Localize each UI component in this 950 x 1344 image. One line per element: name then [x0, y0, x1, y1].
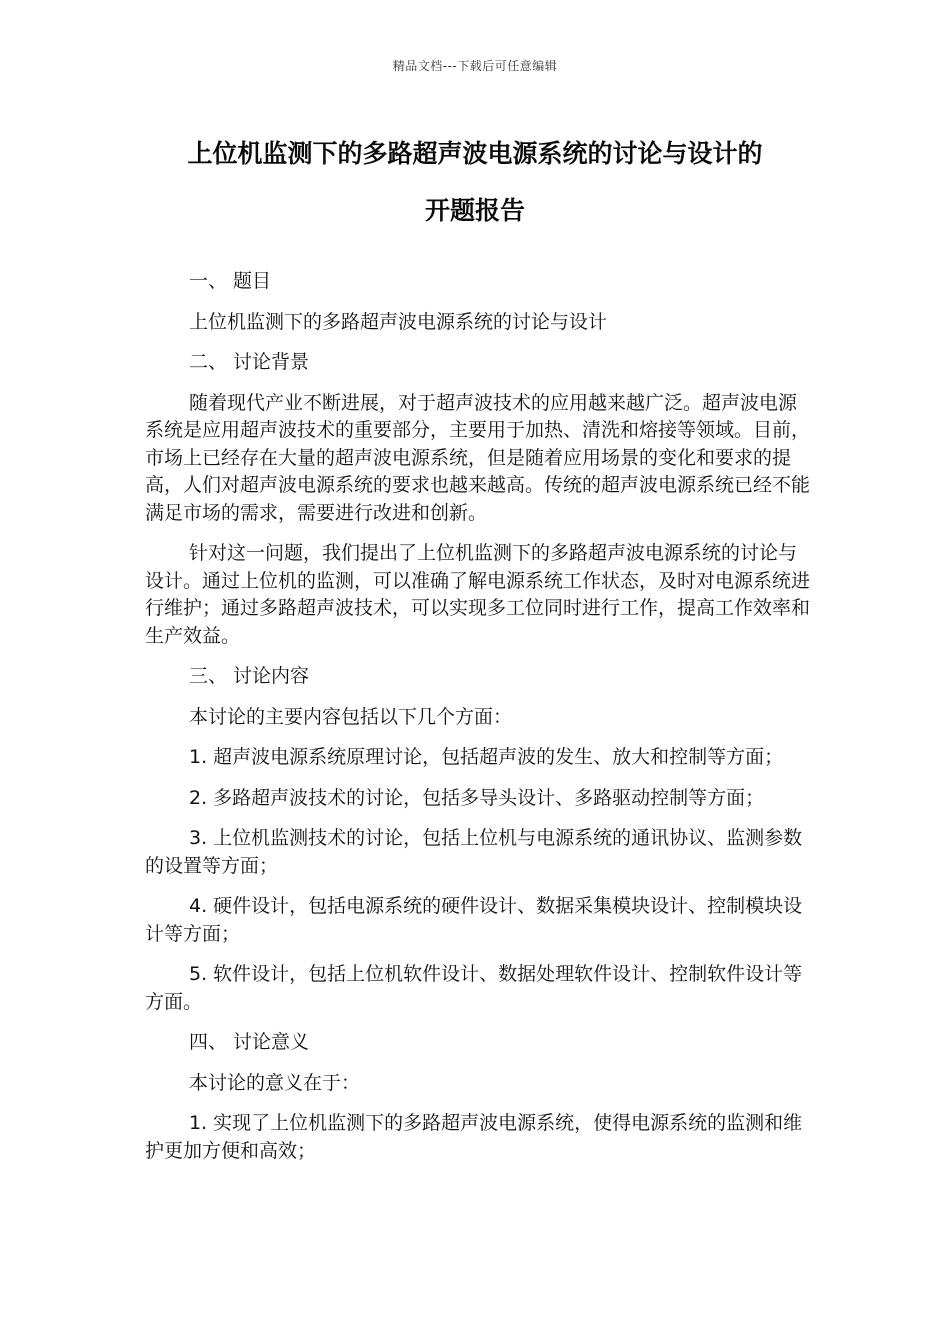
section-heading-background: 二、 讨论背景: [189, 351, 310, 373]
content-item-2: 2. 多路超声波技术的讨论，包括多导头设计、多路驱动控制等方面；: [189, 786, 765, 809]
background-paragraph-1: 随着现代产业不断进展，对于超声波技术的应用越来越广泛。超声波电源系统是应用超声波技术的重要部分，主要用于加热、清洗和熔接等领域。目前，市场上已经存在大量的超声波电源系统，但是随着应用场景的变化和要求的提高，人们对超声波电源系统的要求也越来越高。传统的超声波电源系统已经不能满足市场的需求，需要进行改进和创新。: [145, 391, 811, 524]
page-header-note: 精品文档---下载后可任意编辑: [392, 59, 558, 73]
topic-text: 上位机监测下的多路超声波电源系统的讨论与设计: [189, 310, 608, 333]
section-heading-topic: 一、 题目: [189, 270, 272, 292]
document-title-line-2: 开题报告: [424, 196, 525, 225]
content-item-1: 1. 超声波电源系统原理讨论，包括超声波的发生、放大和控制等方面；: [189, 746, 784, 768]
content-item-3: 3. 上位机监测技术的讨论，包括上位机与电源系统的通讯协议、监测参数的设置等方面；: [145, 827, 803, 877]
document-body: [145, 268, 810, 1165]
section-heading-content: 三、 讨论内容: [189, 665, 310, 687]
section-heading-significance: 四、 讨论意义: [189, 1031, 310, 1053]
significance-intro: 本讨论的意义在于：: [189, 1071, 361, 1094]
content-item-5: 5. 软件设计，包括上位机软件设计、数据处理软件设计、控制软件设计等方面。: [145, 963, 803, 1013]
significance-item-1: 1. 实现了上位机监测下的多路超声波电源系统，使得电源系统的监测和维护更加方便和高效；: [145, 1112, 803, 1162]
background-paragraph-2: 针对这一问题，我们提出了上位机监测下的多路超声波电源系统的讨论与设计。通过上位机的监测，可以准确了解电源系统工作状态，及时对电源系统进行维护；通过多路超声波技术，可以实现多工位同时进行工作，提高工作效率和生产效益。: [145, 542, 811, 647]
document-title-line-1: 上位机监测下的多路超声波电源系统的讨论与设计的: [187, 139, 763, 168]
content-item-4: 4. 硬件设计，包括电源系统的硬件设计、数据采集模块设计、控制模块设计等方面；: [145, 895, 803, 945]
content-intro: 本讨论的主要内容包括以下几个方面：: [189, 705, 513, 728]
